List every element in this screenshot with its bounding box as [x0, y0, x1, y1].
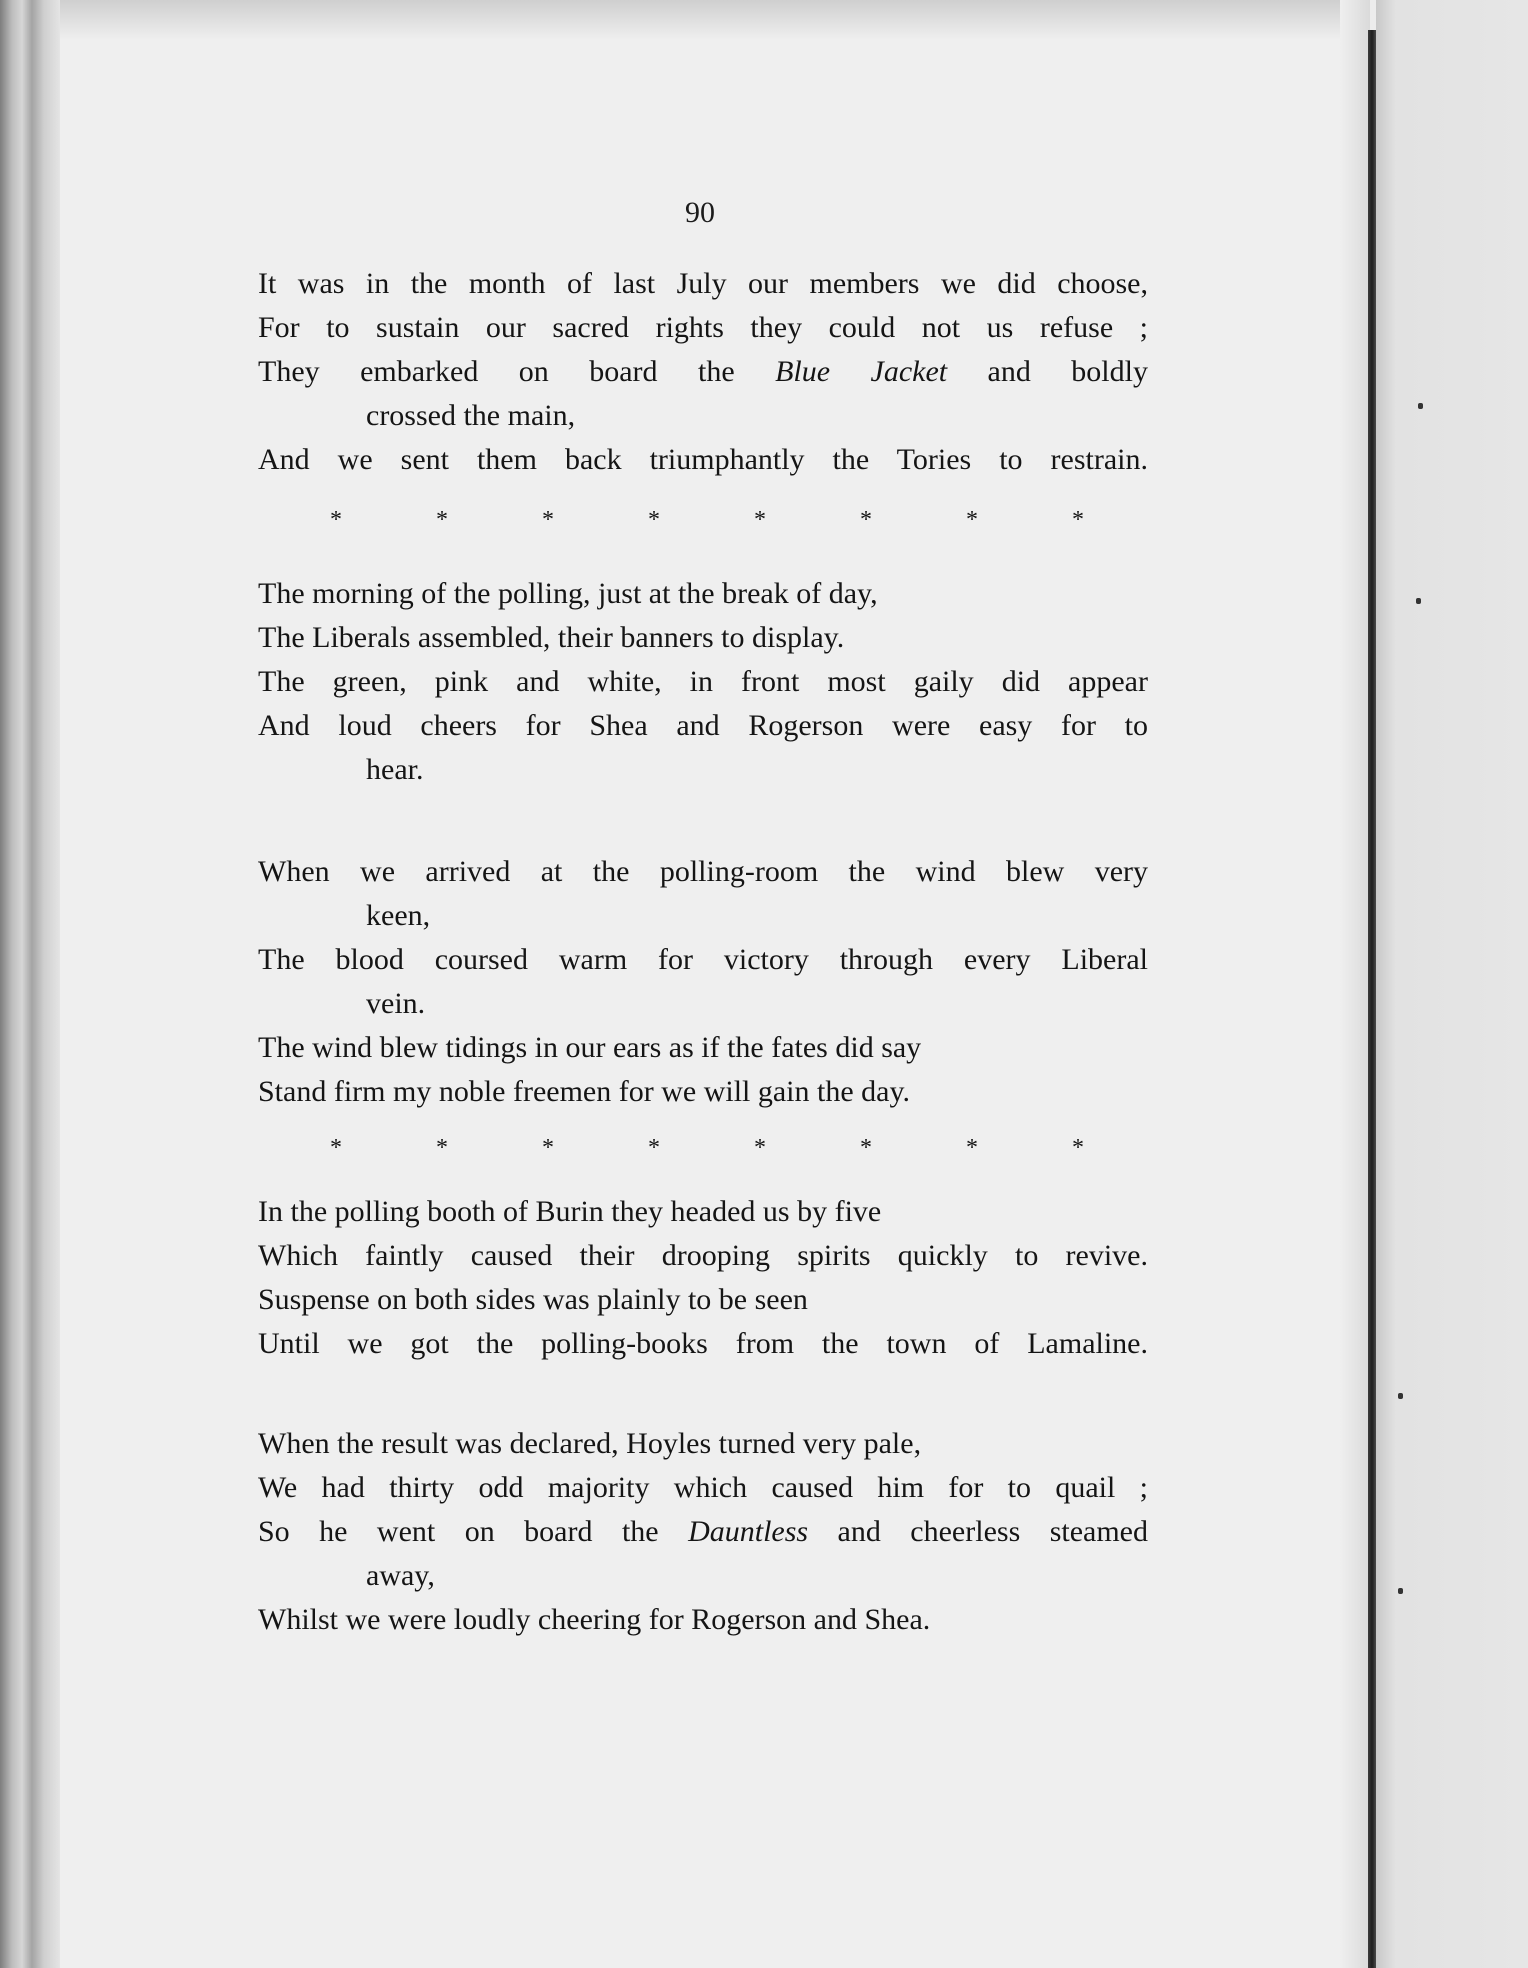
- poem-line: We had thirty odd majority which caused him for to quail ;: [258, 1471, 1148, 1504]
- poem-line-continuation: away,: [366, 1559, 435, 1592]
- poem-line: For to sustain our sacred rights they could not us refuse ;: [258, 311, 1148, 344]
- page-gutter-shadow: [1340, 0, 1370, 1968]
- poem-line: Which faintly caused their drooping spirits quickly to revive.: [258, 1239, 1148, 1272]
- star-separator: [258, 482, 1148, 572]
- star-glyph: *: [330, 507, 342, 533]
- ink-speck: [1416, 598, 1421, 604]
- poem-line: Whilst we were loudly cheering for Rogerson and Shea.: [258, 1603, 931, 1636]
- star-glyph: *: [436, 507, 448, 533]
- ship-name-italic: Dauntless: [688, 1515, 809, 1548]
- poem-line: And we sent them back triumphantly the Tories to restrain.: [258, 443, 1148, 476]
- poem-body: [258, 262, 1148, 1642]
- ship-name-italic: Blue Jacket: [775, 355, 948, 388]
- top-shadow: [60, 0, 1370, 40]
- stanza-gap: [258, 792, 1148, 850]
- poem-line-continuation: keen,: [366, 899, 431, 932]
- poem-line: Stand firm my noble freemen for we will gain the day.: [258, 1075, 911, 1108]
- poem-line: When we arrived at the polling-room the wind blew very: [258, 855, 1148, 888]
- poem-line-continuation: hear.: [366, 753, 424, 786]
- star-glyph: *: [1072, 507, 1084, 533]
- line-text: and boldly: [947, 355, 1148, 388]
- poem-line: The blood coursed warm for victory through every Liberal: [258, 943, 1148, 976]
- poem-line: The green, pink and white, in front most gaily did appear: [258, 665, 1148, 698]
- star-glyph: *: [436, 1135, 448, 1161]
- poem-line-continuation: crossed the main,: [366, 399, 576, 432]
- ink-speck: [1398, 1588, 1403, 1594]
- star-glyph: *: [754, 1135, 766, 1161]
- adjacent-page-edge: [1368, 30, 1376, 1968]
- line-text: and cheerless steamed: [808, 1515, 1148, 1548]
- star-glyph: *: [648, 1135, 660, 1161]
- star-glyph: *: [754, 507, 766, 533]
- poem-line: Suspense on both sides was plainly to be seen: [258, 1283, 808, 1316]
- poem-line: In the polling booth of Burin they headed us by five: [258, 1195, 882, 1228]
- page-number: 90: [685, 196, 715, 229]
- star-glyph: *: [860, 1135, 872, 1161]
- poem-line: [258, 1510, 1148, 1554]
- star-glyph: *: [542, 1135, 554, 1161]
- poem-line: It was in the month of last July our members we did choose,: [258, 267, 1148, 300]
- poem-line: [258, 350, 1148, 394]
- poem-line-continuation: vein.: [366, 987, 426, 1020]
- line-text: So he went on board the: [258, 1515, 689, 1548]
- star-glyph: *: [966, 1135, 978, 1161]
- adjacent-page: [1376, 0, 1528, 1968]
- star-glyph: *: [648, 507, 660, 533]
- star-separator: [258, 1114, 1148, 1190]
- star-glyph: *: [330, 1135, 342, 1161]
- stanza-gap: [258, 1366, 1148, 1422]
- ink-speck: [1418, 403, 1423, 409]
- poem-line: The wind blew tidings in our ears as if the fates did say: [258, 1031, 922, 1064]
- poem-line: The Liberals assembled, their banners to display.: [258, 621, 845, 654]
- star-glyph: *: [860, 507, 872, 533]
- poem-line: The morning of the polling, just at the break of day,: [258, 577, 878, 610]
- star-glyph: *: [966, 507, 978, 533]
- star-glyph: *: [542, 507, 554, 533]
- poem-line: And loud cheers for Shea and Rogerson were easy for to: [258, 709, 1148, 742]
- line-text: They embarked on board the: [258, 355, 776, 388]
- poem-line: When the result was declared, Hoyles turned very pale,: [258, 1427, 922, 1460]
- star-glyph: *: [1072, 1135, 1084, 1161]
- ink-speck: [1398, 1393, 1403, 1399]
- poem-line: Until we got the polling-books from the town of Lamaline.: [258, 1327, 1148, 1360]
